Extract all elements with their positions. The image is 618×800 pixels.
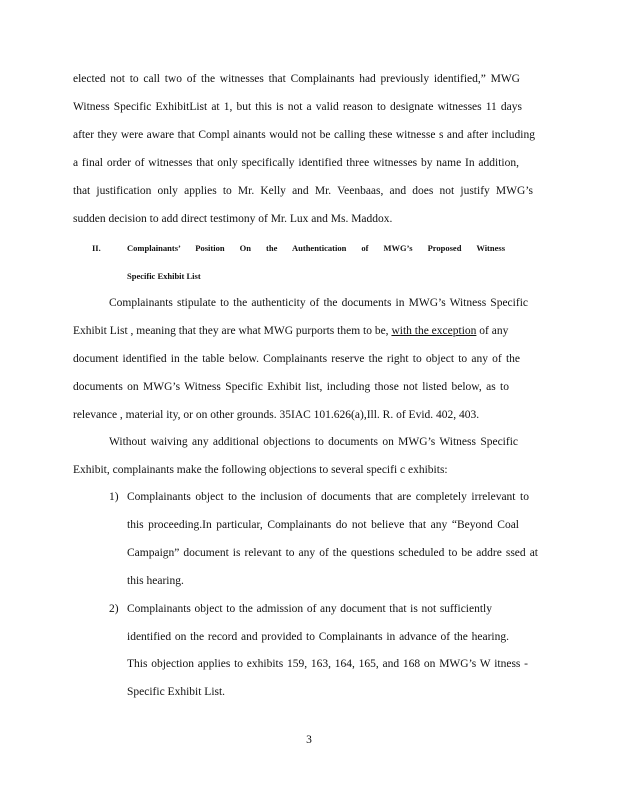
text-fragment: List , meaning that they are what MWG purports them to be, [109,325,389,337]
text-fragment: of any [479,325,509,337]
text-line: this hearing. [127,575,184,587]
text-line: Exhibit, complainants make the following objections to several specifi c exhibits: [73,464,448,476]
text-fragment: Exhibit [73,325,107,337]
text-line: a final order of witnesses that only specifically identified three witnesses by name In addition, [73,157,519,169]
text-line [73,324,508,338]
text-line: Complainants stipulate to the authenticity of the documents in MWG’s Witness Specific [109,297,528,309]
text-line: Witness Specific ExhibitList at 1, but this is not a valid reason to designate witnesses 11 days [73,101,522,113]
text-line: Without waiving any additional objections to documents on MWG’s Witness Specific [109,436,518,448]
section-title-line: Specific Exhibit List [127,271,201,281]
text-line: document identified in the table below. Complainants reserve the right to object to any of the [73,353,520,365]
list-marker: 2) [109,603,119,615]
text-line: sudden decision to add direct testimony of Mr. Lux and Ms. Maddox. [73,213,393,225]
section-number: II. [92,243,101,253]
section-title-line: Complainants’ Position On the Authentication of MWG’s Proposed Witness [127,243,505,253]
page-number: 3 [306,734,312,746]
text-line: relevance , material ity, or on other grounds. 35IAC 101.626(a),Ill. R. of Evid. 402, 403. [73,409,480,421]
text-line: Campaign” document is relevant to any of the questions scheduled to be addre ssed at [127,547,538,559]
list-marker: 1) [109,491,119,503]
text-line: Complainants object to the inclusion of documents that are completely irrelevant to [127,491,529,503]
text-line: this proceeding.In particular, Complainants do not believe that any “Beyond Coal [127,519,519,531]
text-line: that justification only applies to Mr. Kelly and Mr. Veenbaas, and does not justify MWG’s [73,185,533,197]
text-line: elected not to call two of the witnesses that Complainants had previously identified,” MWG [73,73,520,85]
text-line: documents on MWG’s Witness Specific Exhibit list, including those not listed below, as to [73,381,509,393]
text-line: after they were aware that Compl ainants would not be calling these witnesse s and after including [73,129,535,141]
text-line: This objection applies to exhibits 159, 163, 164, 165, and 168 on MWG’s W itness - [127,658,528,670]
text-line: Specific Exhibit List. [127,686,226,698]
underlined-phrase: with the exception [391,325,477,337]
text-line: Complainants object to the admission of any document that is not sufficiently [127,603,492,615]
text-line: identified on the record and provided to Complainants in advance of the hearing. [127,631,509,643]
